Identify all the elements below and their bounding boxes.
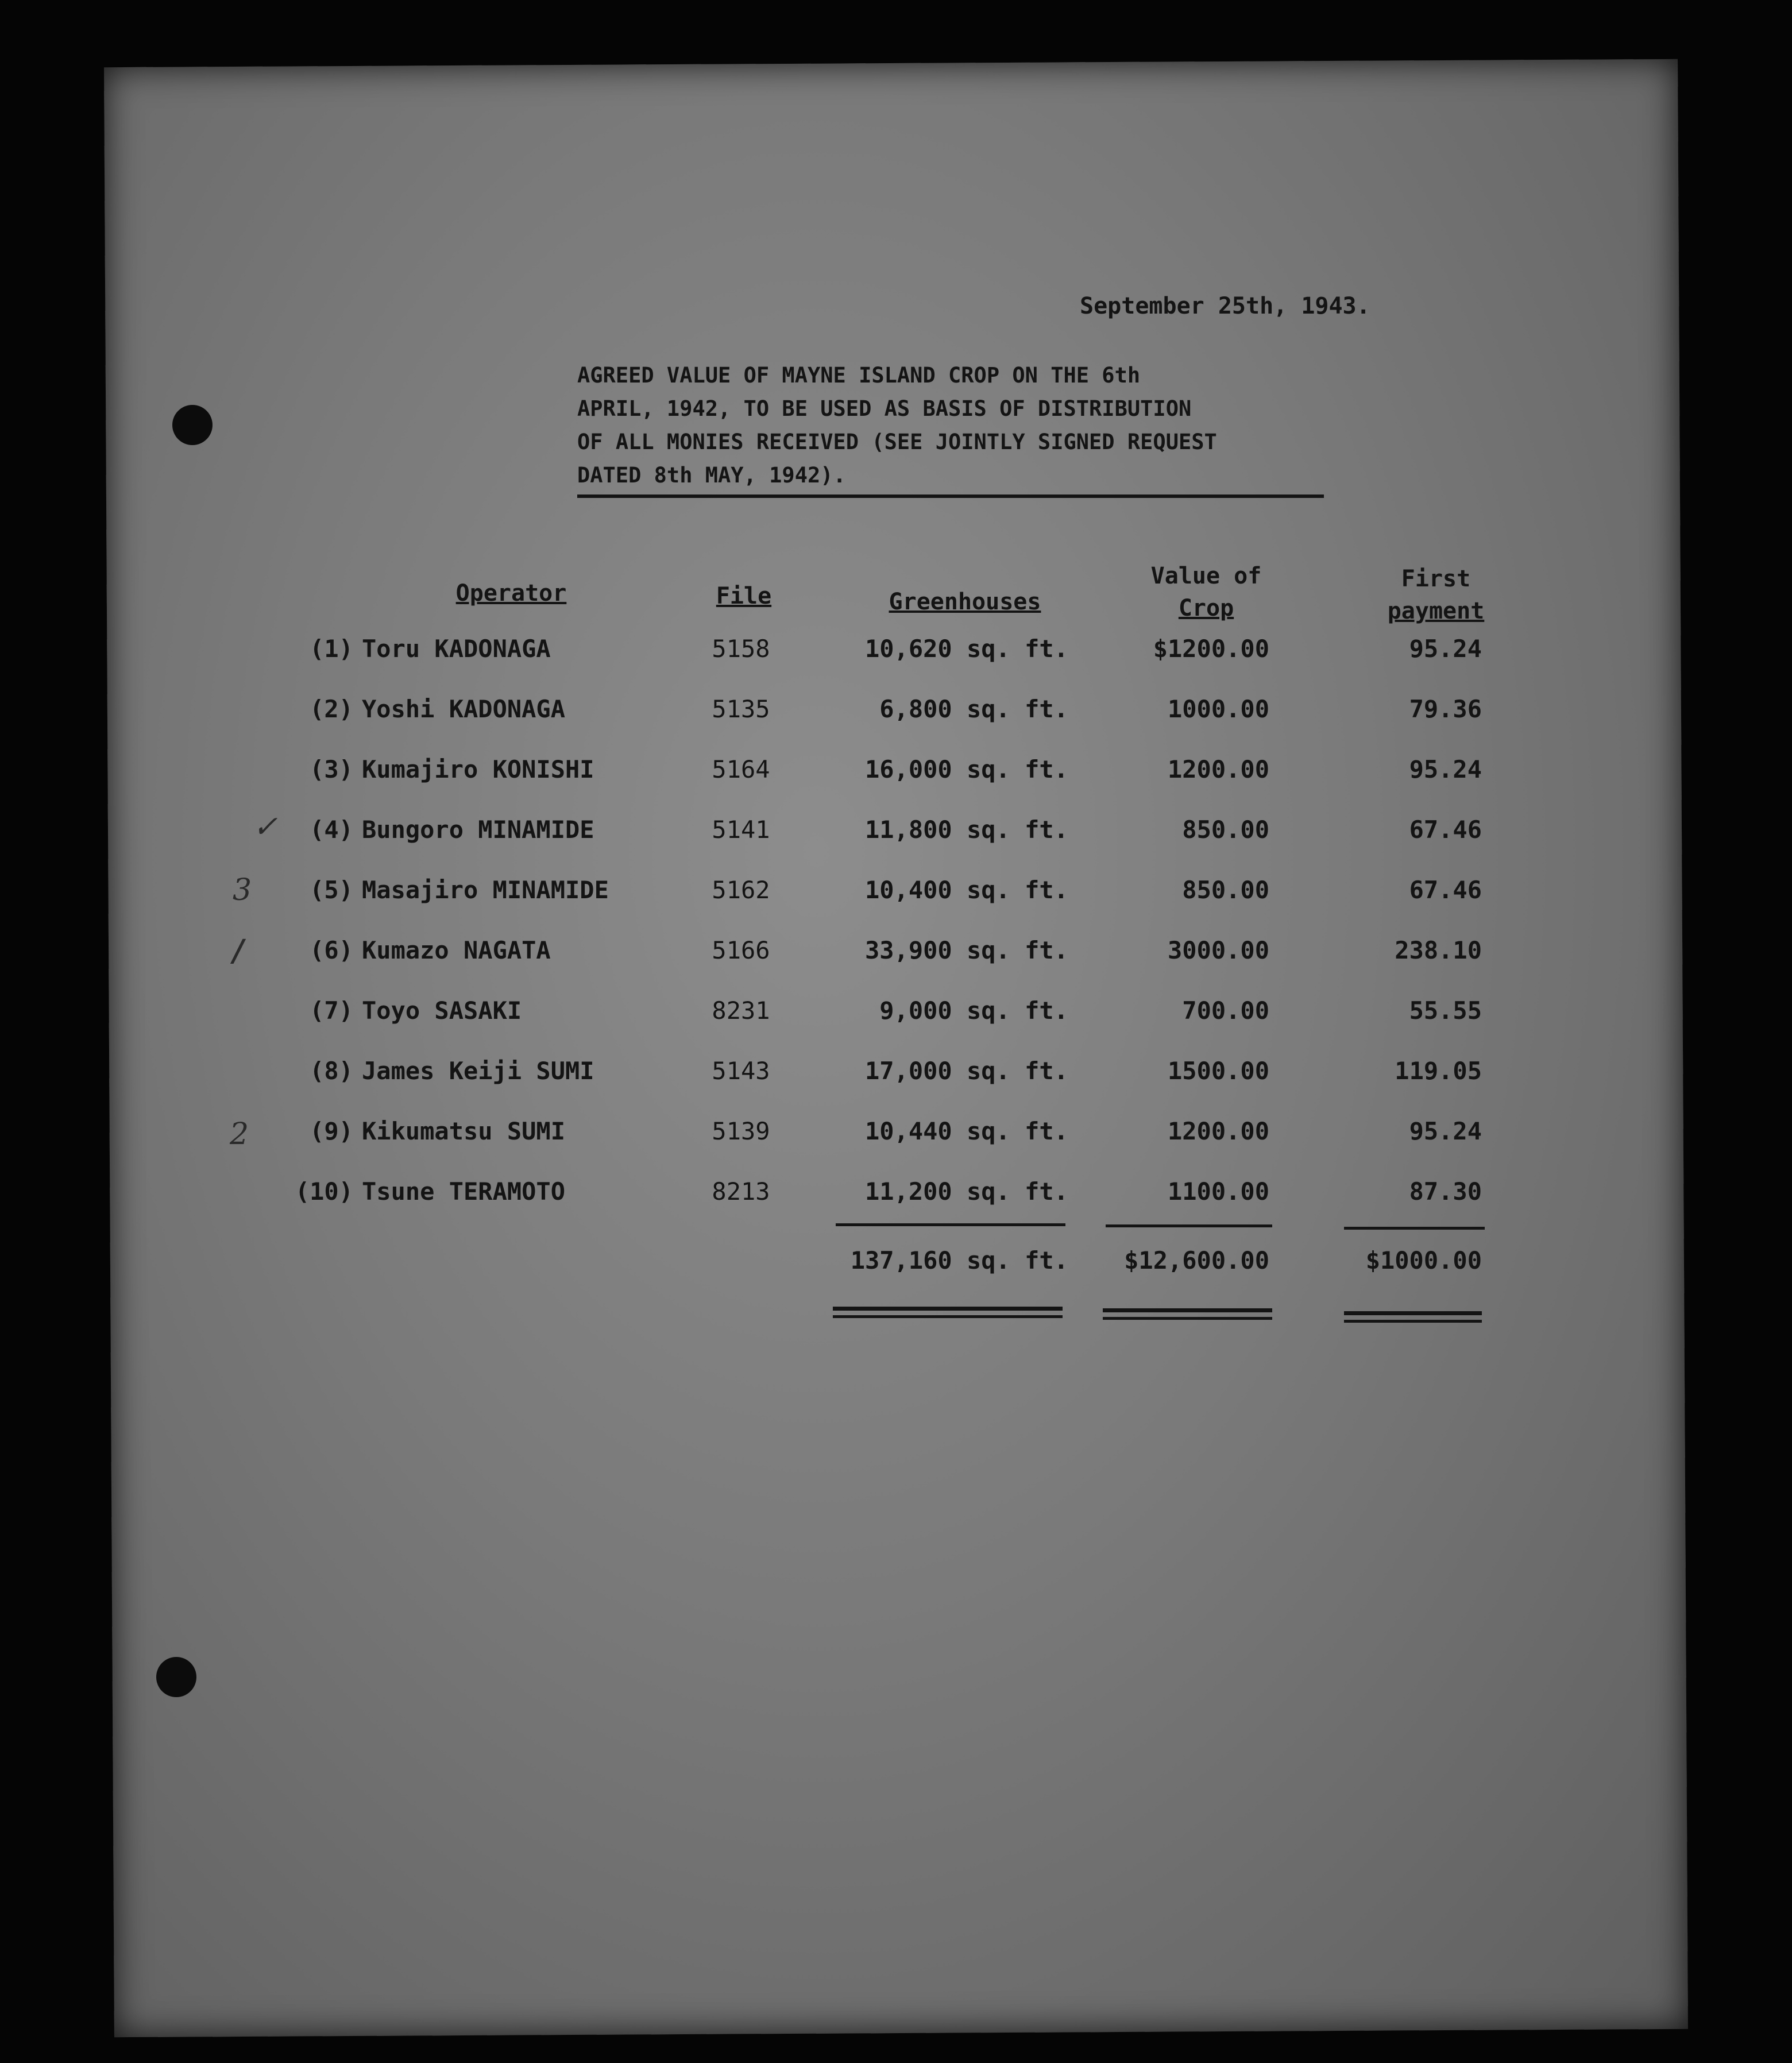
crop-value: 1100.00 (1167, 1177, 1269, 1206)
title-line: APRIL, 1942, TO BE USED AS BASIS OF DISTRIBUTION (577, 396, 1192, 421)
greenhouse-area: 10,620 sq. ft. (864, 635, 1068, 663)
crop-value: $1200.00 (1153, 635, 1269, 663)
operator-name: Kikumatsu SUMI (362, 1117, 566, 1145)
header-payment-line1: First (1401, 566, 1471, 592)
file-number: 5135 (712, 695, 770, 723)
row-number: (6) (310, 936, 353, 964)
row-number: (4) (310, 816, 353, 844)
total-crop-value: $12,600.00 (1124, 1246, 1269, 1274)
margin-mark: 2 (230, 1117, 249, 1152)
crop-value: 850.00 (1182, 876, 1269, 904)
first-payment: 95.24 (1409, 1117, 1482, 1145)
first-payment: 95.24 (1409, 635, 1482, 663)
first-payment: 67.46 (1409, 876, 1482, 904)
operator-name: Tsune TERAMOTO (362, 1177, 566, 1206)
file-number: 5143 (712, 1057, 770, 1085)
header-value-line2: Crop (1178, 595, 1234, 621)
greenhouse-area: 6,800 sq. ft. (879, 695, 1068, 723)
file-number: 5158 (712, 635, 770, 663)
total-greenhouse-area: 137,160 sq. ft. (850, 1246, 1068, 1274)
row-number: (10) (295, 1177, 353, 1206)
greenhouse-area: 9,000 sq. ft. (879, 996, 1068, 1025)
punch-hole-bottom (156, 1657, 196, 1697)
margin-check-mark: ✓ (253, 810, 278, 844)
margin-mark: 3 (233, 873, 252, 907)
document-date: September 25th, 1943. (1080, 293, 1370, 319)
crop-value: 850.00 (1182, 816, 1269, 844)
table-row (0, 1177, 1792, 1237)
file-number: 5139 (712, 1117, 770, 1145)
row-number: (3) (310, 755, 353, 783)
total-double-rule (1103, 1317, 1272, 1320)
total-double-rule (1344, 1320, 1482, 1323)
totals-row (0, 1246, 1792, 1306)
row-number: (1) (310, 635, 353, 663)
header-operator (437, 577, 586, 609)
table-row (0, 635, 1792, 694)
header-file-label: File (716, 583, 772, 609)
greenhouse-area: 17,000 sq. ft. (864, 1057, 1068, 1085)
first-payment: 87.30 (1409, 1177, 1482, 1206)
punch-hole-top (172, 405, 213, 445)
greenhouse-area: 10,400 sq. ft. (864, 876, 1068, 904)
operator-name: Yoshi KADONAGA (362, 695, 566, 723)
file-number: 5162 (712, 876, 770, 904)
first-payment: 79.36 (1409, 695, 1482, 723)
title-line: AGREED VALUE OF MAYNE ISLAND CROP ON THE 6th (577, 363, 1141, 388)
row-number: (8) (310, 1057, 353, 1085)
operator-name: Bungoro MINAMIDE (362, 816, 594, 844)
crop-value: 1200.00 (1167, 1117, 1269, 1145)
table-row (0, 996, 1792, 1056)
crop-value: 1000.00 (1167, 695, 1269, 723)
total-double-rule (1103, 1308, 1272, 1312)
row-number: (7) (310, 996, 353, 1025)
row-number: (2) (310, 695, 353, 723)
file-number: 8213 (712, 1177, 770, 1206)
header-operator-label: Operator (455, 580, 567, 606)
row-number: (5) (310, 876, 353, 904)
crop-value: 700.00 (1182, 996, 1269, 1025)
first-payment: 119.05 (1395, 1057, 1482, 1085)
header-payment-line2: payment (1387, 598, 1485, 624)
header-greenhouses (862, 586, 1068, 618)
table-row (0, 755, 1792, 815)
greenhouse-area: 11,800 sq. ft. (864, 816, 1068, 844)
first-payment: 95.24 (1409, 755, 1482, 783)
first-payment: 67.46 (1409, 816, 1482, 844)
total-double-rule (1344, 1311, 1482, 1315)
header-first-payment (1367, 563, 1505, 627)
table-row (0, 1057, 1792, 1117)
crop-value: 1200.00 (1167, 755, 1269, 783)
crop-value: 3000.00 (1167, 936, 1269, 964)
table-row (0, 1117, 1792, 1177)
total-first-payment: $1000.00 (1365, 1246, 1482, 1274)
table-row (0, 695, 1792, 755)
greenhouse-area: 10,440 sq. ft. (864, 1117, 1068, 1145)
first-payment: 55.55 (1409, 996, 1482, 1025)
greenhouse-area: 33,900 sq. ft. (864, 936, 1068, 964)
row-number: (9) (310, 1117, 353, 1145)
document-title (577, 359, 1324, 498)
table-row (0, 936, 1792, 996)
margin-mark: / (233, 933, 244, 968)
greenhouse-area: 11,200 sq. ft. (864, 1177, 1068, 1206)
header-file (706, 580, 781, 612)
header-value-of-crop (1126, 560, 1287, 624)
operator-name: Toru KADONAGA (362, 635, 551, 663)
file-number: 5166 (712, 936, 770, 964)
subtotal-rule (1106, 1224, 1272, 1227)
operator-name: James Keiji SUMI (362, 1057, 594, 1085)
crop-value: 1500.00 (1167, 1057, 1269, 1085)
total-double-rule (833, 1307, 1063, 1311)
file-number: 5164 (712, 755, 770, 783)
operator-name: Kumajiro KONISHI (362, 755, 594, 783)
total-double-rule (833, 1315, 1063, 1318)
subtotal-rule (836, 1223, 1065, 1226)
operator-name: Kumazo NAGATA (362, 936, 551, 964)
operator-name: Toyo SASAKI (362, 996, 522, 1025)
operator-name: Masajiro MINAMIDE (362, 876, 609, 904)
first-payment: 238.10 (1395, 936, 1482, 964)
title-line: DATED 8th MAY, 1942). (577, 463, 846, 488)
table-row (0, 876, 1792, 936)
greenhouse-area: 16,000 sq. ft. (864, 755, 1068, 783)
header-value-line1: Value of (1150, 563, 1262, 589)
subtotal-rule (1344, 1227, 1485, 1230)
header-greenhouses-label: Greenhouses (889, 589, 1041, 615)
title-line: OF ALL MONIES RECEIVED (SEE JOINTLY SIGNED REQUEST (577, 430, 1217, 454)
file-number: 8231 (712, 996, 770, 1025)
file-number: 5141 (712, 816, 770, 844)
